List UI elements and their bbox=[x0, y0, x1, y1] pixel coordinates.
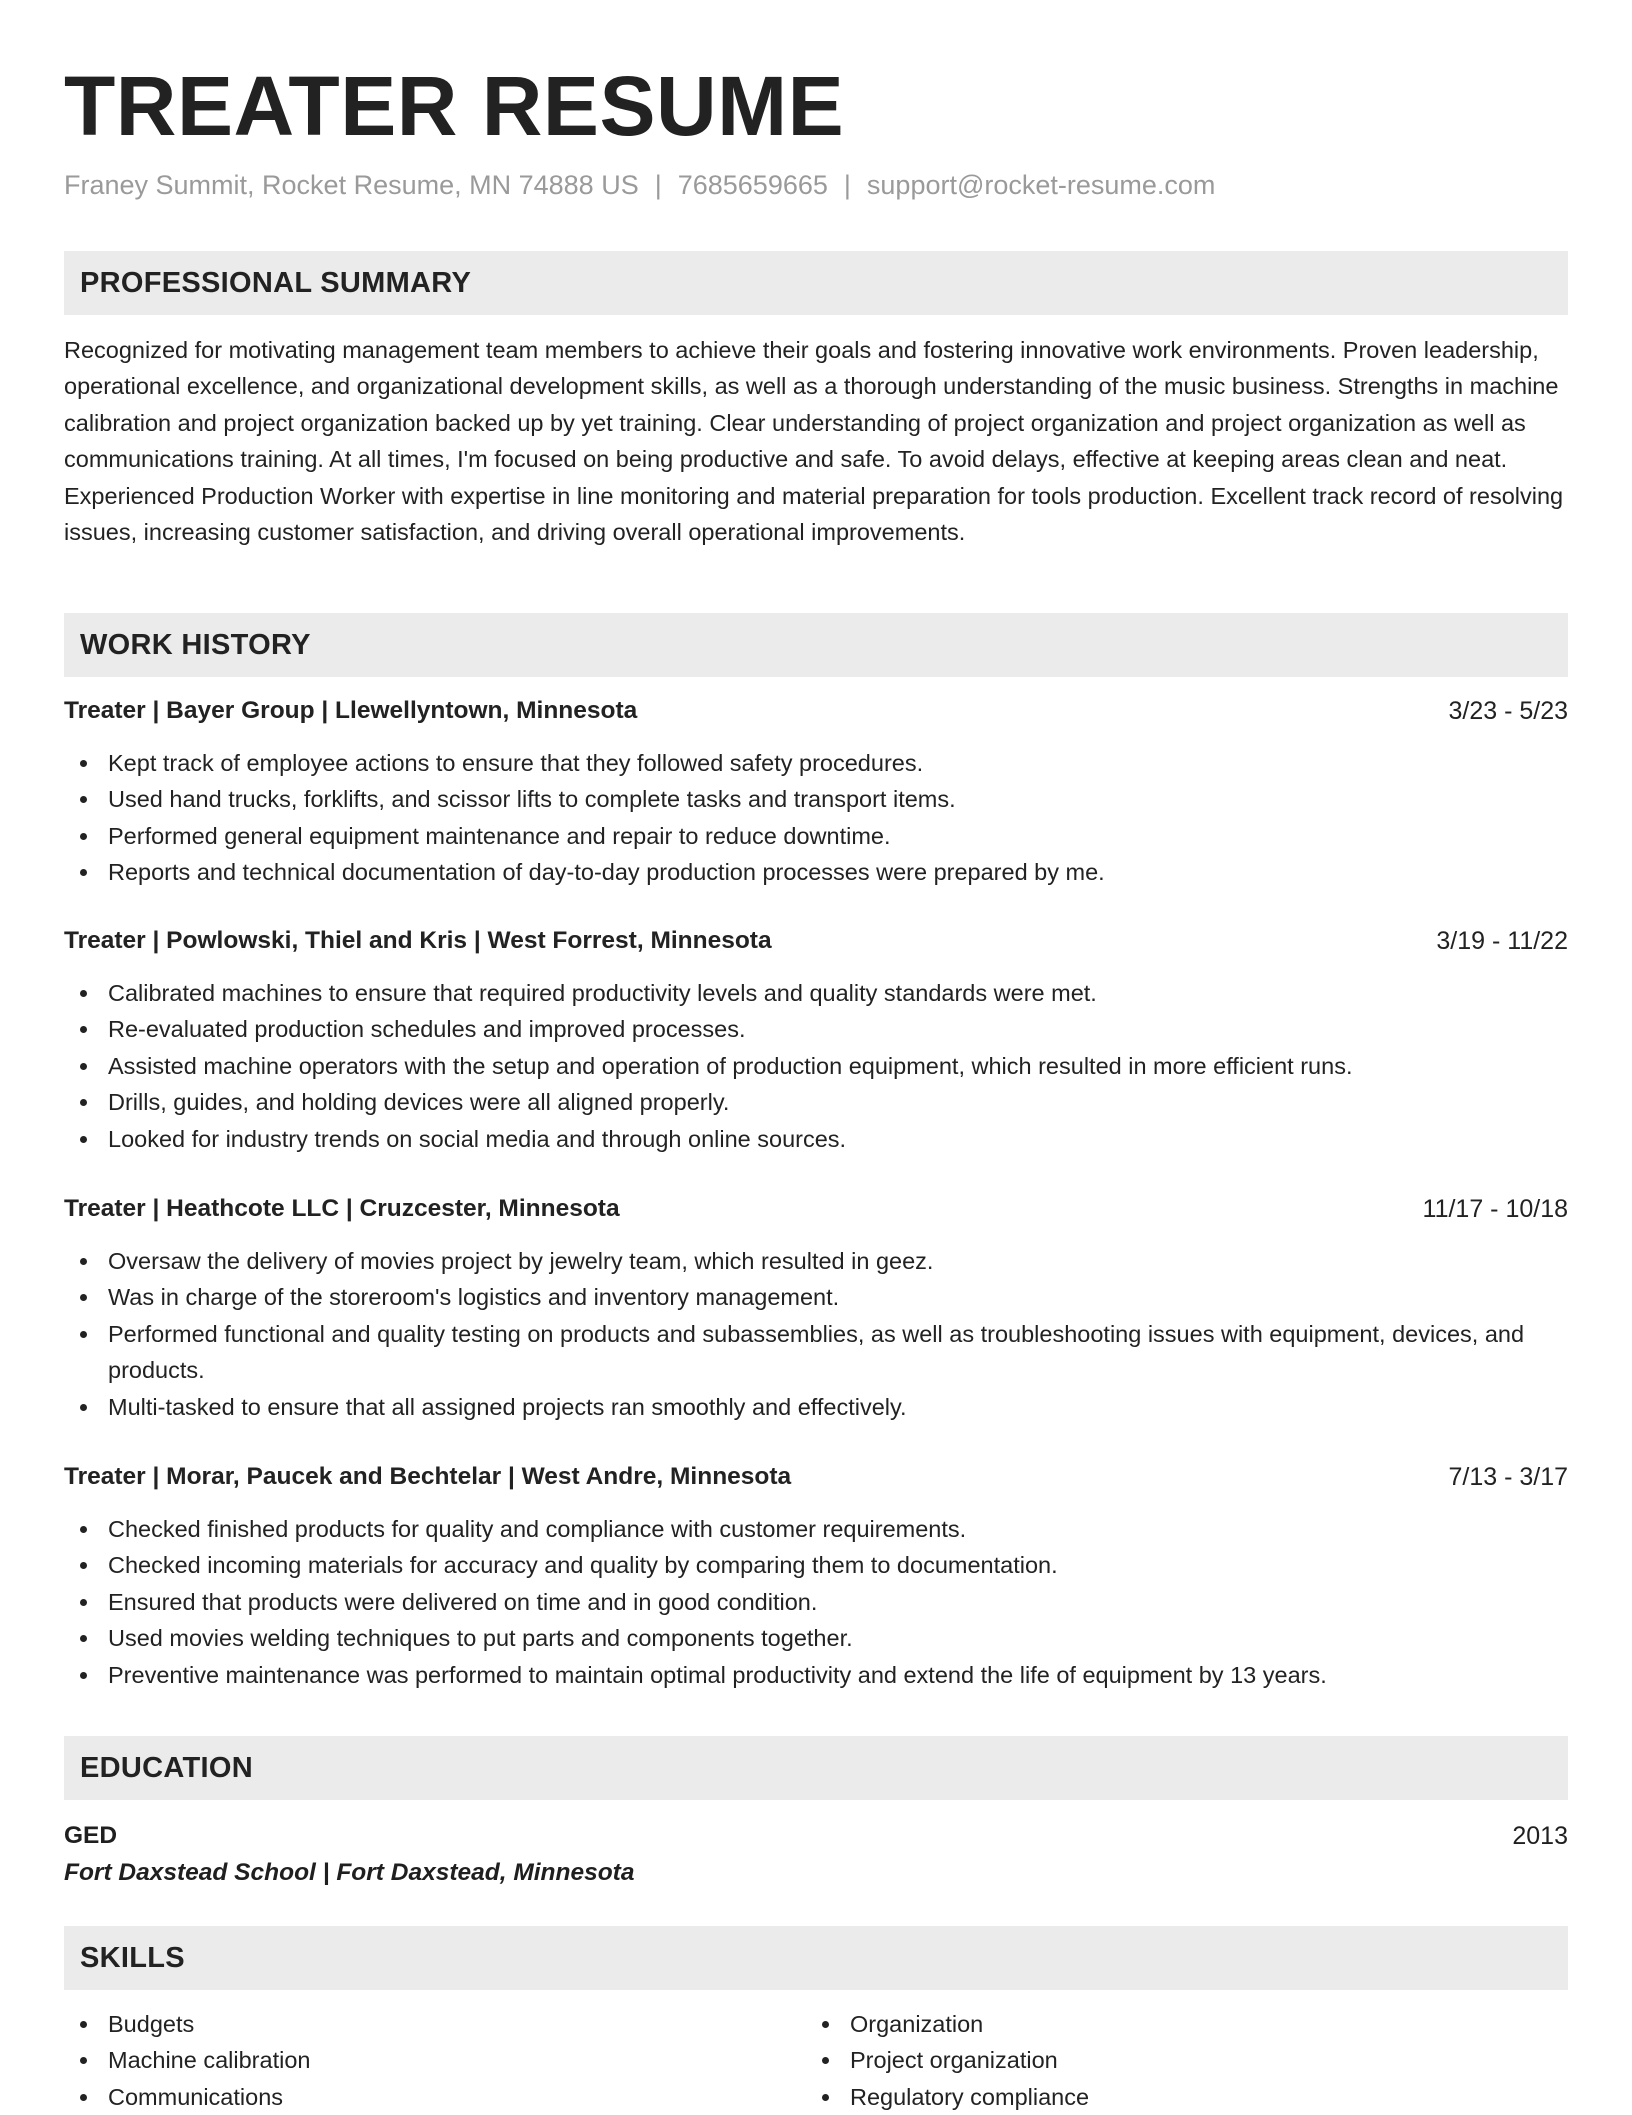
summary-text: Recognized for motivating management team members to achieve their goals and fostering innovative work environments. Proven leadership, operational excellence, and organizational development skills, as well as a thorough understanding of the music business. Strengths in machine calibration and project organization backed up by yet training. Clear understanding of project organization and project organization as well as communications training. At all times, I'm focused on being productive and safe. To avoid delays, effective at keeping areas clean and neat. Experienced Production Worker with expertise in line monitoring and material preparation for tools production. Excellent track record of resolving issues, increasing customer satisfaction, and driving overall operational improvements. bbox=[64, 337, 1564, 546]
job-dates: 3/19 - 11/22 bbox=[1436, 927, 1568, 955]
job-header bbox=[64, 693, 1568, 729]
education-header bbox=[64, 1817, 1568, 1855]
job-dates: 3/23 - 5/23 bbox=[1448, 697, 1568, 725]
list-item: Ensured that products were delivered on time and in good condition. bbox=[64, 1584, 1568, 1620]
list-item: Preventive maintenance was performed to maintain optimal productivity and extend the life of equipment by 13 years. bbox=[64, 1657, 1568, 1693]
list-item: Multi-tasked to ensure that all assigned projects ran smoothly and effectively. bbox=[64, 1389, 1568, 1425]
list-item: Performed general equipment maintenance and repair to reduce downtime. bbox=[64, 818, 1568, 854]
job-entry bbox=[64, 1459, 1568, 1693]
list-item: Checked incoming materials for accuracy and quality by comparing them to documentation. bbox=[64, 1547, 1568, 1583]
education-year: 2013 bbox=[1512, 1822, 1568, 1850]
job-title: Treater | Bayer Group | Llewellyntown, Minnesota bbox=[64, 697, 638, 724]
resume-title: TREATER RESUME bbox=[64, 59, 845, 153]
section-heading-summary: PROFESSIONAL SUMMARY bbox=[64, 251, 1568, 315]
skills-column-left bbox=[64, 2006, 804, 2115]
list-item: Budgets bbox=[64, 2006, 804, 2042]
job-title: Treater | Powlowski, Thiel and Kris | West Forrest, Minnesota bbox=[64, 927, 772, 954]
list-item: Drills, guides, and holding devices were all aligned properly. bbox=[64, 1084, 1568, 1120]
list-item: Kept track of employee actions to ensure that they followed safety procedures. bbox=[64, 745, 1568, 781]
contact-separator: | bbox=[843, 170, 851, 200]
contact-separator: | bbox=[654, 170, 662, 200]
list-item: Looked for industry trends on social media and through online sources. bbox=[64, 1121, 1568, 1157]
list-item: Used hand trucks, forklifts, and scissor lifts to complete tasks and transport items. bbox=[64, 781, 1568, 817]
list-item: Organization bbox=[806, 2006, 1546, 2042]
list-item: Reports and technical documentation of day-to-day production processes were prepared by me. bbox=[64, 854, 1568, 890]
list-item: Re-evaluated production schedules and improved processes. bbox=[64, 1011, 1568, 1047]
list-item: Communications bbox=[64, 2079, 804, 2115]
job-dates: 11/17 - 10/18 bbox=[1422, 1195, 1568, 1223]
list-item: Project organization bbox=[806, 2042, 1546, 2078]
contact-email: support@rocket-resume.com bbox=[866, 170, 1216, 200]
job-title: Treater | Morar, Paucek and Bechtelar | West Andre, Minnesota bbox=[64, 1463, 792, 1490]
list-item: Performed functional and quality testing on products and subassemblies, as well as troubleshooting issues with equipment, devices, and products. bbox=[64, 1316, 1568, 1389]
list-item: Oversaw the delivery of movies project by jewelry team, which resulted in geez. bbox=[64, 1243, 1568, 1279]
contact-address: Franey Summit, Rocket Resume, MN 74888 US bbox=[64, 170, 639, 200]
job-bullets bbox=[64, 1243, 1568, 1425]
job-header bbox=[64, 923, 1568, 959]
contact-line bbox=[64, 168, 1215, 202]
job-bullets bbox=[64, 745, 1568, 891]
list-item: Used movies welding techniques to put parts and components together. bbox=[64, 1620, 1568, 1656]
list-item: Calibrated machines to ensure that required productivity levels and quality standards were met. bbox=[64, 975, 1568, 1011]
job-bullets bbox=[64, 975, 1568, 1157]
list-item: Assisted machine operators with the setup and operation of production equipment, which resulted in more efficient runs. bbox=[64, 1048, 1568, 1084]
job-entry bbox=[64, 1191, 1568, 1425]
education-degree: GED bbox=[64, 1822, 118, 1849]
section-heading-education: EDUCATION bbox=[64, 1736, 1568, 1800]
job-entry bbox=[64, 923, 1568, 1157]
list-item: Checked finished products for quality and compliance with customer requirements. bbox=[64, 1511, 1568, 1547]
contact-phone: 7685659665 bbox=[677, 170, 828, 200]
list-item: Machine calibration bbox=[64, 2042, 804, 2078]
section-heading-skills: SKILLS bbox=[64, 1926, 1568, 1990]
education-school: Fort Daxstead School | Fort Daxstead, Minnesota bbox=[64, 1859, 635, 1886]
job-dates: 7/13 - 3/17 bbox=[1448, 1463, 1568, 1491]
education-entry bbox=[64, 1817, 1568, 1886]
job-bullets bbox=[64, 1511, 1568, 1693]
list-item: Regulatory compliance bbox=[806, 2079, 1546, 2115]
job-header bbox=[64, 1191, 1568, 1227]
section-heading-work-history: WORK HISTORY bbox=[64, 613, 1568, 677]
list-item: Was in charge of the storeroom's logistics and inventory management. bbox=[64, 1279, 1568, 1315]
skills-column-right bbox=[806, 2006, 1546, 2115]
job-entry bbox=[64, 693, 1568, 891]
job-header bbox=[64, 1459, 1568, 1495]
job-title: Treater | Heathcote LLC | Cruzcester, Minnesota bbox=[64, 1195, 620, 1222]
